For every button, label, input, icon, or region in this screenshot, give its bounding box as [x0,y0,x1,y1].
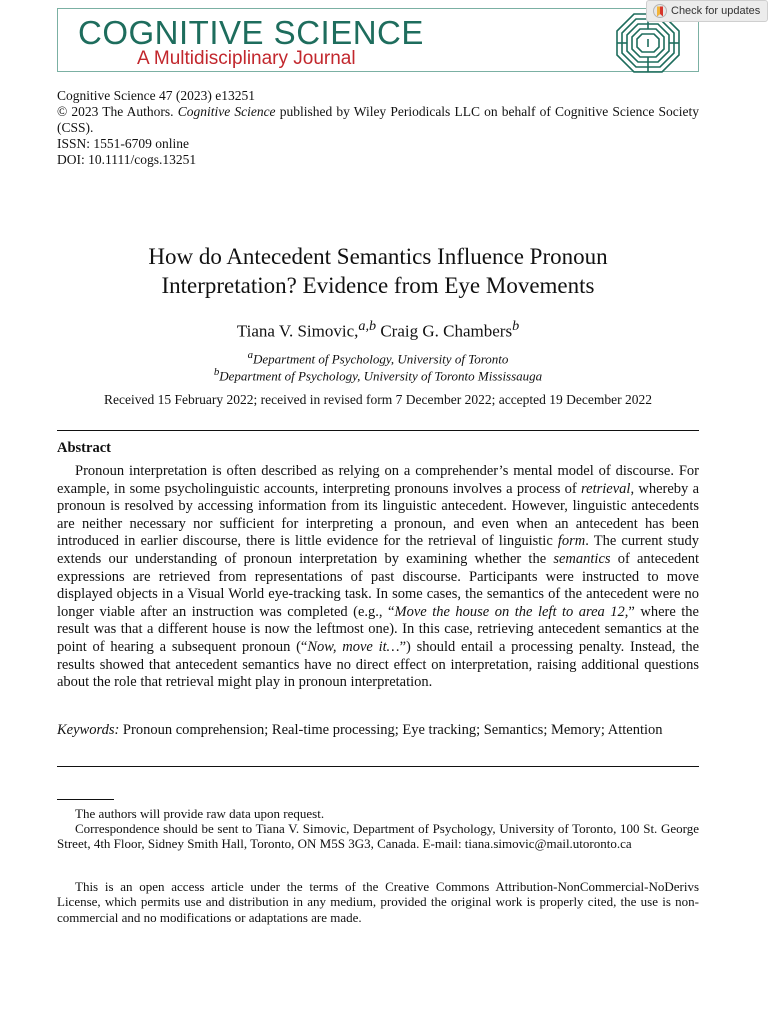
copyright-prefix: © 2023 The Authors. [57,104,178,119]
journal-subtitle: A Multidisciplinary Journal [137,48,356,69]
paper-title-line-1: How do Antecedent Semantics Influence Pronoun [148,244,608,269]
keywords-text: Pronoun comprehension; Real-time processing; Eye tracking; Semantics; Memory; Attention [119,722,663,738]
copyright-suffix: published by Wiley Periodicals LLC on behalf of Cognitive Science Society (CSS). [57,104,699,135]
paper-title [57,242,699,300]
received-dates: Received 15 February 2022; received in revised form 7 December 2022; accepted 19 December 2022 [103,392,653,407]
footnote-correspondence: Correspondence should be sent to Tiana V. Simovic, Department of Psychology, University of Toronto, 100 St. George Street, 4th Floor, Sidney Smith Hall, Toronto, ON M5S 3G3, Canada. E-mail: tiana.simovic@mail.utoronto.ca [57,821,699,852]
paper-title-line-2: Interpretation? Evidence from Eye Movements [161,273,595,298]
doi-line[interactable]: DOI: 10.1111/cogs.13251 [57,152,197,167]
affiliation-a [57,349,699,367]
citation-line: Cognitive Science 47 (2023) e13251 [57,88,255,103]
bookmark-icon [653,4,667,19]
affiliation-mark: a [247,349,253,361]
author-list [57,318,699,342]
copyright-line [57,104,699,136]
abstract-emphasis: form [557,533,586,550]
abstract-body [57,463,699,692]
footnote-divider [57,799,114,800]
author-affiliation-marks: a,b [358,318,377,334]
divider [57,766,699,767]
affiliation-text: Department of Psychology, University of Toronto [253,351,509,367]
abstract-text: , whereby a pronoun is resolved by accessing information from its linguistic antecedent. However, linguistic antecedents are neither necessary nor sufficient for interpreting a pronoun, and even when an antecedent has been introduced in earlier discourse, there is little evidence for the retrieval of linguistic [57,480,700,550]
affiliation-text: Department of Psychology, University of Toronto Mississauga [219,368,543,384]
abstract-text: of antecedent expressions are retrieved from representations of past discourse. Participants were instructed to move displayed objects in a Visual World eye-tracking task. In some cases, the semantics of the antecedent were no longer viable after an instruction was completed (e.g., “ [57,550,699,620]
copyright-journal: Cognitive Science [177,104,276,119]
affiliation-b [57,366,699,384]
author-name: Tiana V. Simovic, [236,321,359,341]
abstract-text: ,” where the result was that a different house is now the leftmost one). In this case, retrieving antecedent semantics at the point of hearing a subsequent pronoun (“ [57,603,699,655]
abstract-emphasis: Now, move it… [307,638,400,655]
abstract-emphasis: semantics [553,550,611,567]
footnote-data-availability: The authors will provide raw data upon request. [75,806,325,821]
abstract-emphasis: Move the house on the left to area 12 [394,603,625,620]
abstract-heading: Abstract [57,440,111,456]
abstract-emphasis: retrieval [581,480,631,497]
affiliation-mark: b [213,366,220,378]
keywords [57,722,699,740]
divider [57,430,699,431]
author-name: Craig G. Chambers [376,321,513,341]
journal-banner [57,8,699,72]
journal-title: COGNITIVE SCIENCE [78,14,424,51]
footnote-license: This is an open access article under the terms of the Creative Commons Attribution-NonCommercial-NoDerivs License, which permits use and distribution in any medium, provided the original work is properly cited, the use is non-commercial and no modifications or adaptations are made. [57,879,699,925]
abstract-text: . The current study extends our understanding of pronoun interpretation by examining whether the [57,533,699,567]
issn-line: ISSN: 1551-6709 online [57,136,190,151]
abstract-text: Pronoun interpretation is often described as relying on a comprehender’s mental model of discourse. For example, in some psycholinguistic accounts, interpreting pronouns involves a process of [57,463,699,497]
keywords-label: Keywords: [57,722,120,738]
check-for-updates-button[interactable] [646,0,768,22]
author-affiliation-marks: b [512,318,520,334]
abstract-text: ”) should entail a processing penalty. Instead, the results showed that antecedent semantics have no direct effect on interpretation, raising additional questions about the role that retrieval might play in pronoun interpretation. [57,638,700,691]
check-for-updates-label: Check for updates [671,5,761,17]
